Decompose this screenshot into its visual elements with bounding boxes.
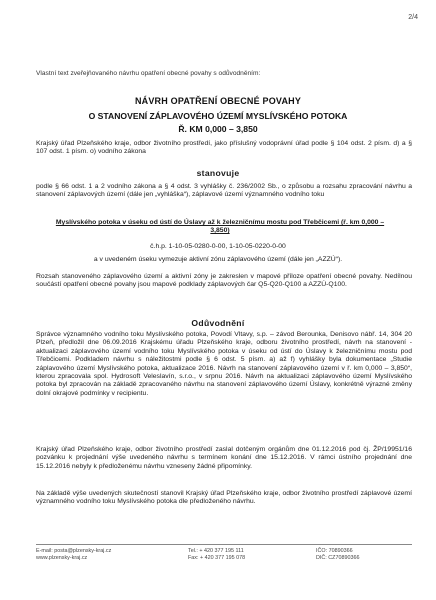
footer-contact — [36, 548, 111, 561]
footer-email[interactable]: E-mail: posta@plzensky-kraj.cz — [36, 548, 112, 554]
authority-paragraph: Krajský úřad Plzeňského kraje, odbor životního prostředí, jako příslušný vodoprávní úřad podle § 104 odst. 2 písm. d) a § 107 odst. 1 písm. o) vodního zákona — [36, 140, 412, 156]
reasoning-paragraph-3: Na základě výše uvedených skutečností stanovil Krajský úřad Plzeňského kraje, odbor životního prostředí záplavové území významného vodního toku Myslívského potoka dle předloženého návrhu. — [36, 490, 412, 506]
document-river-km: Ř. KM 0,000 – 3,850 — [178, 124, 258, 134]
reasoning-paragraph-2: Krajský úřad Plzeňského kraje, odbor životního prostředí zaslal dotčeným orgánům dne 01.12.2016 pod čj. ŽP/19951/16 pozvánku k projednání výše uvedeného návrhu s termínem konání dne 15.12.2016. V rámci ústního projednání dne 15.12.2016 nebyly k předloženému návrhu vzneseny žádné připomínky. — [36, 446, 412, 470]
intro-text: Vlastní text zveřejňovaného návrhu opatření obecné povahy s odůvodněním: — [36, 70, 261, 77]
footer-tel: Tel.: + 420 377 195 111 — [188, 548, 244, 554]
reasoning-paragraph-1: Správce významného vodního toku Myslívského potoka, Povodí Vltavy, s.p. – závod Berounka, Denisovo nábř. 14, 304 20 Plzeň, předložil dne 06.09.2016 Krajskému úřadu Plzeňského kraje, odboru životního prostředí, návrh na stanovení - aktualizaci záplavového území vodního toku Myslívského potoka v úseku od ústí do Úslavy k železničnímu mostu pod Třebčicemi. Podkladem návrhu s náležitostmi podle § 6 odst. 5 písm. a) až f) vyhlášky byla dokumentace „Studie záplavového území Myslívského potoka, aktualizace 2016. Návrh na stanovení záplavového území v ř. km 0,000 – 3,850“, kterou zpracovala spol. Hydrosoft Veleslavín, s.r.o., v srpnu 2016. Návrh na aktualizaci záplavového území Myslívského potoka byl zpracován na základě zpracovaného návrhu na stanovení záplavového území Úslavy, konkrétně výrazné změny dolní okrajové podmínky v recipientu. — [36, 331, 412, 397]
footer-fax: Fax: + 420 377 195 078 — [188, 554, 246, 561]
stream-section: Myslívského potoka v úseku od ústí do Úslavy až k železničnímu mostu pod Třebčicemi (ř. km 0,000 – 3,850) — [55, 219, 385, 235]
azzu-line: a v uvedeném úseku vymezuje aktivní zónu záplavového území (dále jen „AZZÚ“). — [93, 256, 343, 263]
odhodneni-heading: Odůvodnění — [191, 318, 245, 328]
chp-line: č.h.p. 1-10-05-0280-0-00, 1-10-05-0220-0-00 — [150, 243, 286, 250]
page-number: 2/4 — [408, 14, 418, 21]
footer-phone — [188, 548, 245, 561]
footer-ids — [316, 548, 359, 561]
legal-basis-paragraph: podle § 66 odst. 1 a 2 vodního zákona a § 4 odst. 3 vyhlášky č. 236/2002 Sb., o způsobu a rozsahu zpracování návrhu a stanovení záplavových území (dále jen „vyhláška“), záplavové území významného vodního toku — [36, 183, 412, 199]
footer-web[interactable]: www.plzensky-kraj.cz — [36, 554, 88, 561]
document-title: NÁVRH OPATŘENÍ OBECNÉ POVAHY — [134, 96, 302, 106]
stanovuje-heading: stanovuje — [196, 168, 240, 178]
footer-divider — [36, 544, 412, 545]
footer-dic: DIČ: CZ70890366 — [316, 554, 360, 561]
document-subtitle: O STANOVENÍ ZÁPLAVOVÉHO ÚZEMÍ MYSLÍVSKÉHO POTOKA — [88, 111, 348, 121]
footer-ico: IČO: 70890366 — [316, 548, 353, 554]
scope-paragraph: Rozsah stanoveného záplavového území a aktivní zóny je zakreslen v mapové příloze opatření obecné povahy. Nedílnou součástí opatření obecné povahy jsou mapové podklady záplavových čar Q5-Q20-Q100 a AZZÚ-Q100. — [36, 273, 412, 289]
